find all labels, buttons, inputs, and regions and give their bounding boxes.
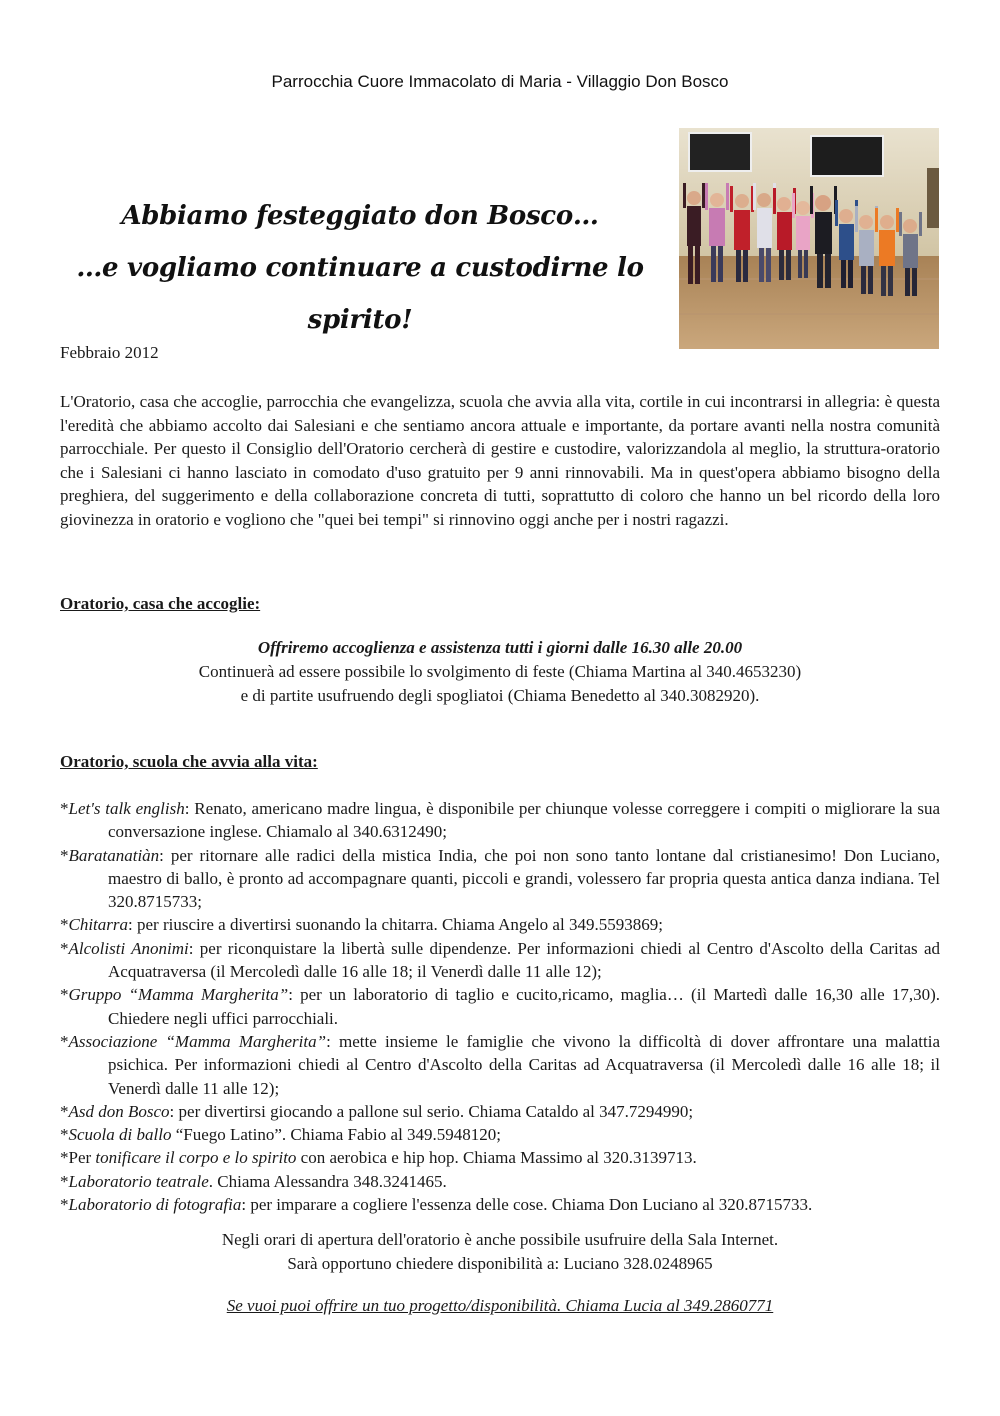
list-item: *Laboratorio teatrale. Chiama Alessandra 348.3241465. bbox=[60, 1171, 447, 1191]
list-item: *Baratanatiàn: per ritornare alle radici della mistica India, che poi non sono tanto lontane dal cristianesimo! Don Luciano, maestro di ballo, è pronto ad accompagnare quanti, piccoli e grandi, volessero far propria questa antica danza indiana. Tel 320.8715733; bbox=[60, 845, 940, 912]
list-item: *Let's talk english: Renato, americano madre lingua, è disponibile per chiunque volesse correggere i compiti o migliorare la sua conversazione inglese. Chiamalo al 340.6312490; bbox=[60, 799, 940, 842]
title-line-1: Abbiamo festeggiato don Bosco… bbox=[121, 201, 599, 231]
title-line-2: …e vogliamo continuare a custodirne lo spirito! bbox=[76, 253, 644, 335]
group-photo-illustration bbox=[679, 128, 939, 349]
intro-paragraph: L'Oratorio, casa che accoglie, parrocchia che evangelizza, scuola che avvia alla vita, cortile in cui incontrarsi in allegria: è questa l'eredità che abbiamo accolto dai Salesiani e che sentiamo ancora attuale e importante, da portare avanti nella nostra comunità parrocchiale. Per questo il Consiglio dell'Oratorio cercherà di gestire e custodire, valorizzandola al meglio, la struttura-oratorio che i Salesiani ci hanno lasciato in comodato d'uso gratuito per 9 anni rinnovabili. Ma in quest'opera abbiamo bisogno della preghiera, del suggerimento e della collaborazione concreta di tutti, soprattutto di coloro che hanno un bel ricordo della loro giovinezza in oratorio e vogliono che "quei bei tempi" si rinnovino oggi anche per i nostri ragazzi. bbox=[60, 392, 940, 529]
parish-header: Parrocchia Cuore Immacolato di Maria - Villaggio Don Bosco bbox=[271, 72, 729, 91]
closing-invitation: Se vuoi puoi offrire un tuo progetto/disponibilità. Chiama Lucia al 349.2860771 bbox=[226, 1296, 774, 1315]
internet-room-note bbox=[60, 1228, 940, 1276]
list-item: *Laboratorio di fotografia: per imparare a cogliere l'essenza delle cose. Chiama Don Luciano al 320.8715733. bbox=[60, 1195, 813, 1215]
list-item: *Gruppo “Mamma Margherita”: per un laboratorio di taglio e cucito,ricamo, maglia… (il Martedì dalle 16,30 alle 17,30). Chiedere negli uffici parrocchiali. bbox=[60, 985, 940, 1028]
list-item: *Alcolisti Anonimi: per riconquistare la libertà sulle dipendenze. Per informazioni chiedi al Centro d'Ascolto della Caritas ad Acquatraversa (il Mercoledì dalle 16 alle 18; il Venerdì dalle 11 alle 12); bbox=[60, 938, 940, 982]
opening-hours-highlight: Offriremo accoglienza e assistenza tutti i giorni dalle 16.30 alle 20.00 bbox=[257, 638, 743, 657]
internet-room-line: Negli orari di apertura dell'oratorio è anche possibile usufruire della Sala Internet. bbox=[221, 1230, 779, 1249]
feste-contact-line: Continuerà ad essere possibile lo svolgimento di feste (Chiama Martina al 340.4653230) bbox=[198, 662, 802, 681]
list-item: *Asd don Bosco: per divertirsi giocando a pallone sul serio. Chiama Cataldo al 347.7294990; bbox=[60, 1101, 694, 1121]
internet-contact-line: Sarà opportuno chiedere disponibilità a: Luciano 328.0248965 bbox=[287, 1254, 713, 1273]
page-title bbox=[50, 190, 670, 346]
list-item: *Chitarra: per riuscire a divertirsi suonando la chitarra. Chiama Angelo al 349.5593869; bbox=[60, 915, 663, 935]
list-item: *Per tonificare il corpo e lo spirito con aerobica e hip hop. Chiama Massimo al 320.3139713. bbox=[60, 1148, 697, 1168]
issue-date: Febbraio 2012 bbox=[60, 343, 159, 362]
group-photo bbox=[679, 128, 939, 349]
activities-list bbox=[60, 797, 940, 1216]
list-item: *Scuola di ballo “Fuego Latino”. Chiama Fabio al 349.5948120; bbox=[60, 1125, 502, 1145]
section-casa-body bbox=[60, 636, 940, 708]
section-heading-scuola: Oratorio, scuola che avvia alla vita: bbox=[60, 752, 318, 771]
section-heading-casa: Oratorio, casa che accoglie: bbox=[60, 594, 261, 613]
partite-contact-line: e di partite usufruendo degli spogliatoi (Chiama Benedetto al 340.3082920). bbox=[240, 686, 760, 705]
list-item: *Associazione “Mamma Margherita”: mette insieme le famiglie che vivono la difficoltà di dover affrontare una malattia psichica. Per informazioni chiedi al Centro d'Ascolto della Caritas ad Acquatraversa (il Mercoledì dalle 16 alle 18; il Venerdì dalle 11 alle 12); bbox=[60, 1031, 940, 1098]
